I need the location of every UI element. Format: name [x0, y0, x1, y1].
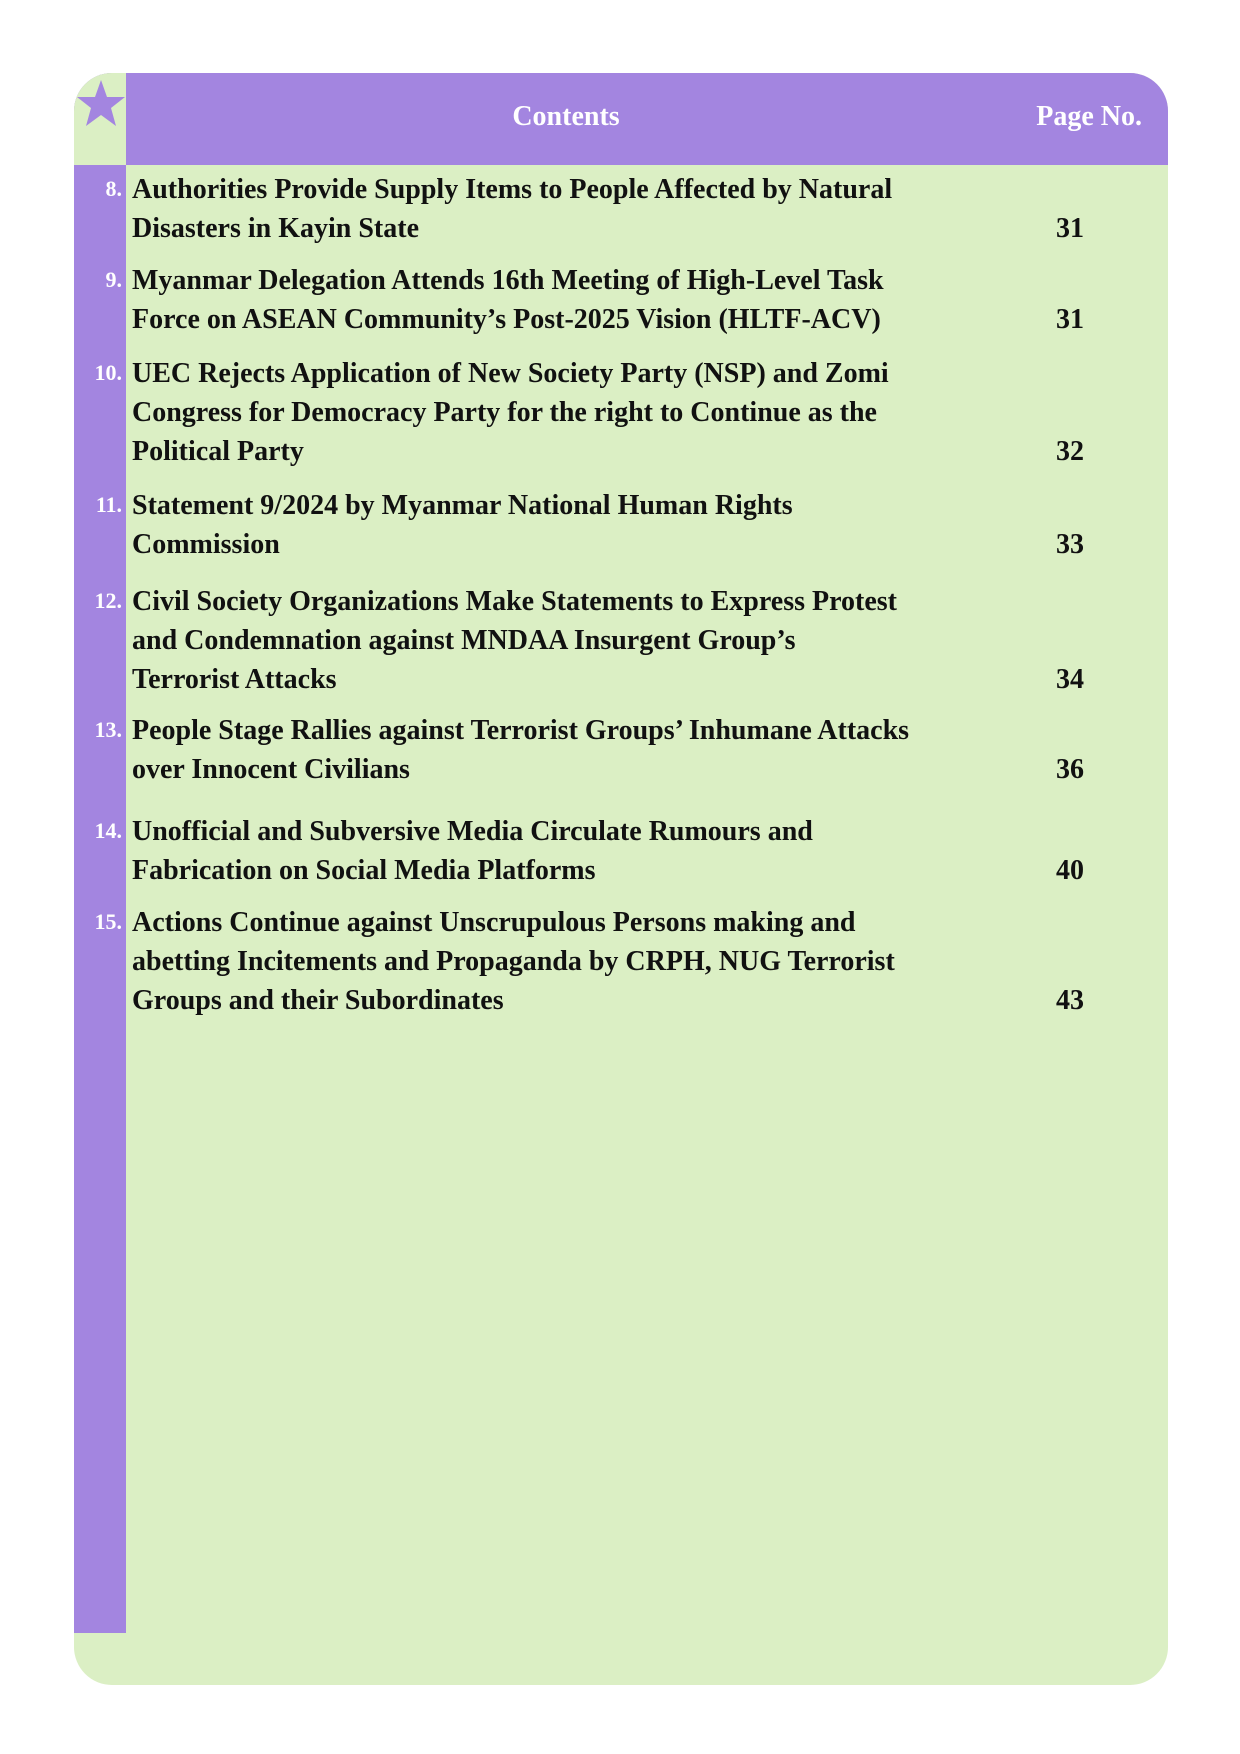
entry-page: 31 — [1056, 213, 1084, 244]
entry-page: 33 — [1056, 529, 1084, 560]
star-icon — [76, 78, 126, 128]
entry-title: People Stage Rallies against Terrorist Groups’ Inhumane Attacks over Innocent Civilians — [132, 715, 910, 785]
entry-title: UEC Rejects Application of New Society Party (NSP) and Zomi Congress for Democracy Party for the right to Continue as the Political Party — [132, 358, 889, 467]
entry-title: Authorities Provide Supply Items to People Affected by Natural Disasters in Kayin State — [132, 174, 893, 244]
entry-title: Actions Continue against Unscrupulous Persons making and abetting Incitements and Propaganda by CRPH, NUG Terrorist Groups and their Subordinates — [132, 907, 895, 1016]
entry-page: 43 — [1056, 985, 1084, 1016]
entry-number: 14. — [94, 818, 122, 843]
entry-page: 31 — [1056, 304, 1084, 335]
entry-number: 15. — [94, 909, 122, 934]
entry-title: Myanmar Delegation Attends 16th Meeting of High-Level Task Force on ASEAN Community’s Post-2025 Vision (HLTF-ACV) — [132, 265, 884, 335]
entry-title: Statement 9/2024 by Myanmar National Human Rights Commission — [132, 490, 793, 560]
left-sidebar-strip — [74, 73, 126, 1633]
entry-page: 32 — [1056, 436, 1084, 467]
entry-page: 34 — [1056, 664, 1084, 695]
entry-page: 36 — [1056, 754, 1084, 785]
contents-header — [126, 73, 1168, 165]
corner-box — [74, 73, 126, 165]
entry-number: 12. — [94, 588, 122, 613]
entry-title: Civil Society Organizations Make Statements to Express Protest and Condemnation against MNDAA Insurgent Group’s Terrorist Attacks — [132, 586, 897, 695]
page-no-label: Page No. — [1036, 101, 1142, 132]
entry-title: Unofficial and Subversive Media Circulate Rumours and Fabrication on Social Media Platforms — [132, 816, 813, 886]
entry-page: 40 — [1056, 855, 1084, 886]
contents-title: Contents — [512, 101, 620, 132]
entry-number: 10. — [94, 360, 122, 385]
entry-number: 11. — [95, 492, 122, 517]
contents-panel — [74, 73, 1168, 1685]
entry-number: 13. — [94, 717, 122, 742]
entry-number: 9. — [105, 267, 122, 292]
entry-number: 8. — [105, 176, 122, 201]
